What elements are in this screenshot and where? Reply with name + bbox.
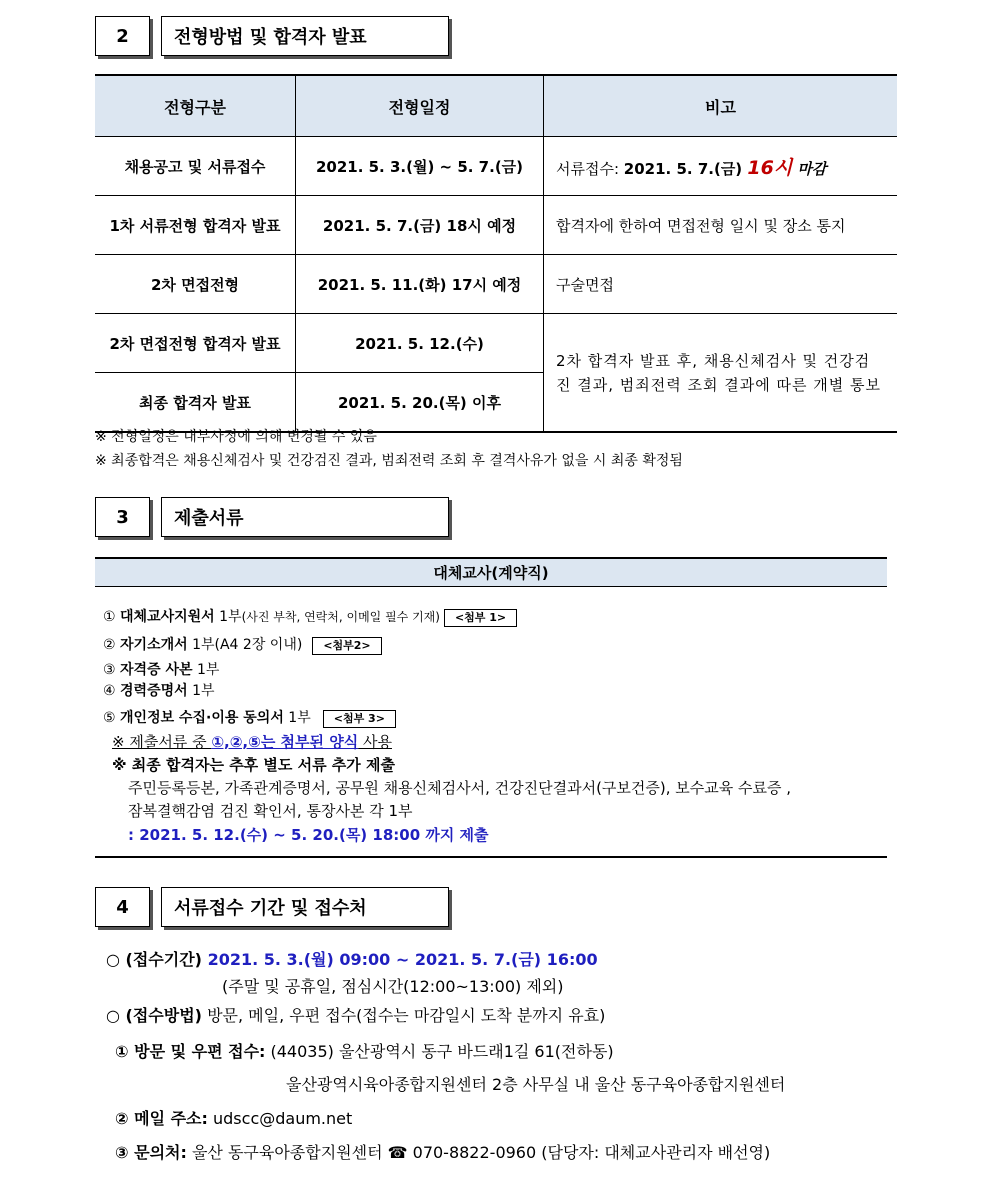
date-cell: 2021. 5. 3.(월) ~ 5. 7.(금) (296, 137, 544, 196)
column-header: 전형구분 (95, 75, 296, 137)
table-header-row (95, 75, 897, 137)
final-docs-list: 잠복결핵감염 검진 확인서, 통장사본 각 1부 (128, 802, 413, 820)
divider (95, 856, 887, 858)
doc-name: 경력증명서 (120, 683, 188, 699)
stage-cell: 채용공고 및 서류접수 (95, 137, 296, 196)
section-title: 전형방법 및 합격자 발표 (161, 16, 449, 56)
section-number: 3 (95, 497, 150, 537)
schedule-table (95, 74, 897, 433)
visit-address-line2: 울산광역시육아종합지원센터 2층 사무실 내 울산 동구육아종합지원센터 (286, 1075, 786, 1094)
doc-name: 개인정보 수집·이용 동의서 (120, 710, 284, 726)
column-header: 전형일정 (296, 75, 544, 137)
section-title: 서류접수 기간 및 접수처 (161, 887, 449, 927)
doc-qty: 1부 (214, 609, 242, 625)
mail-address (115, 1106, 352, 1129)
note-cell-merged: 2차 합격자 발표 후, 채용신체검사 및 건강검진 결과, 범죄전력 조회 결과에 따른 개별 통보 (544, 314, 898, 433)
deadline-word: 마감 (792, 159, 827, 178)
doc-detail: (사진 부착, 연락처, 이메일 필수 기재) (241, 610, 440, 624)
visit-address (115, 1039, 614, 1062)
doc-qty: 1부 (187, 683, 215, 699)
reception-method (106, 1003, 605, 1026)
item-number: ② (103, 637, 116, 653)
final-docs-list: 주민등록등본, 가족관계증명서, 공무원 채용신체검사서, 건강진단결과서(구보건증), 보수교육 수료증 , (128, 779, 792, 797)
form-note-text: 사용 (358, 733, 392, 751)
reception-period (106, 947, 598, 970)
contact-value: 울산 동구육아종합지원센터 ☎ 070-8822-0960 (담당자: 대체교사관리자 배선영) (186, 1143, 771, 1162)
note-text: 서류접수: (556, 159, 624, 178)
date-cell: 2021. 5. 11.(화) 17시 예정 (296, 255, 544, 314)
attachment-tag: <첨부 1> (444, 609, 517, 627)
contact-label: ③ 문의처: (115, 1143, 187, 1162)
contact-info (115, 1140, 770, 1163)
period-label: ○ (접수기간) (106, 950, 208, 969)
visit-label: ① 방문 및 우편 접수: (115, 1042, 266, 1061)
date-cell: 2021. 5. 7.(금) 18시 예정 (296, 196, 544, 255)
docs-header-bar: 대체교사(계약직) (95, 557, 887, 587)
section-number: 4 (95, 887, 150, 927)
visit-address-text: (44035) 울산광역시 동구 바드래1길 61(전하동) (265, 1042, 614, 1061)
schedule-note: ※ 전형일정은 내부사정에 의해 변경될 수 있음 (95, 429, 377, 445)
doc-qty: 1부(A4 2장 이내) (187, 637, 303, 653)
doc-item (103, 659, 219, 679)
doc-qty: 1부 (283, 710, 311, 726)
stage-cell: 2차 면접전형 합격자 발표 (95, 314, 296, 373)
table-row (95, 314, 897, 373)
doc-qty: 1부 (192, 662, 220, 678)
attachment-tag: <첨부 3> (323, 710, 396, 728)
stage-cell: 2차 면접전형 (95, 255, 296, 314)
final-docs-title: ※ 최종 합격자는 추후 별도 서류 추가 제출 (112, 756, 395, 774)
method-value: 방문, 메일, 우편 접수(접수는 마감일시 도착 분까지 유효) (201, 1006, 606, 1025)
deadline-hour: 16시 (747, 156, 793, 179)
date-cell: 2021. 5. 12.(수) (296, 314, 544, 373)
mail-value[interactable]: udscc@daum.net (207, 1109, 353, 1128)
note-date: 2021. 5. 7.(금) (623, 159, 748, 178)
form-note-text: ※ 제출서류 중 (112, 733, 212, 751)
final-docs-deadline: : 2021. 5. 12.(수) ~ 5. 20.(목) 18:00 까지 제출 (128, 826, 489, 844)
mail-label: ② 메일 주소: (115, 1109, 208, 1128)
column-header: 비고 (544, 75, 898, 137)
item-number: ③ (103, 662, 116, 678)
table-row (95, 196, 897, 255)
schedule-note: ※ 최종합격은 채용신체검사 및 건강검진 결과, 범죄전력 조회 후 결격사유가 없을 시 최종 확정됨 (95, 453, 683, 469)
table-row (95, 255, 897, 314)
doc-item (103, 707, 396, 728)
attachment-tag: <첨부2> (312, 637, 381, 655)
item-number: ① (103, 609, 116, 625)
doc-item (103, 680, 215, 700)
section-title: 제출서류 (161, 497, 449, 537)
stage-cell: 최종 합격자 발표 (95, 373, 296, 433)
period-exclusion: (주말 및 공휴일, 점심시간(12:00~13:00) 제외) (222, 977, 564, 996)
method-label: ○ (접수방법) (106, 1006, 202, 1025)
doc-name: 자기소개서 (120, 637, 188, 653)
doc-item (103, 634, 382, 655)
date-cell: 2021. 5. 20.(목) 이후 (296, 373, 544, 433)
item-number: ④ (103, 683, 116, 699)
stage-cell: 1차 서류전형 합격자 발표 (95, 196, 296, 255)
section-number: 2 (95, 16, 150, 56)
item-number: ⑤ (103, 710, 116, 726)
period-value: 2021. 5. 3.(월) 09:00 ~ 2021. 5. 7.(금) 16:00 (207, 950, 598, 969)
table-row (95, 137, 897, 196)
doc-name: 대체교사지원서 (120, 609, 215, 625)
doc-name: 자격증 사본 (120, 662, 193, 678)
form-note (112, 731, 392, 752)
form-note-highlight: ①,②,⑤는 첨부된 양식 (211, 733, 359, 751)
note-cell (544, 137, 898, 196)
doc-item (103, 606, 517, 627)
note-cell: 합격자에 한하여 면접전형 일시 및 장소 통지 (544, 196, 898, 255)
note-cell: 구술면접 (544, 255, 898, 314)
